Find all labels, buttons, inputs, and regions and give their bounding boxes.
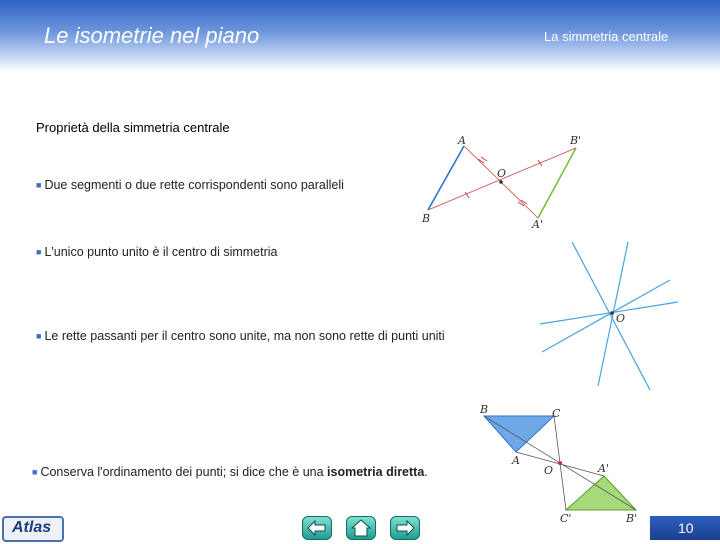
- point-o: [610, 311, 614, 315]
- figure-direct-isometry: [476, 402, 646, 530]
- line-through-o: [572, 242, 650, 390]
- label-b: B: [422, 212, 431, 225]
- tick-mark: [538, 160, 542, 166]
- bullet-fixed-point: [36, 245, 278, 259]
- page-title: Le isometrie nel piano: [44, 23, 260, 48]
- label-b1: B': [570, 134, 582, 147]
- next-button[interactable]: [390, 516, 420, 540]
- label-b: B: [480, 403, 489, 416]
- segment-ab: [428, 146, 464, 210]
- page-number: [650, 516, 720, 540]
- point-o: [558, 461, 562, 465]
- point-o: [499, 180, 503, 184]
- label-o: O: [497, 167, 507, 180]
- left-arrow-icon: [303, 517, 331, 539]
- label-b1: B': [626, 512, 638, 525]
- figure-lines-through-center: [540, 240, 680, 390]
- logo-text: Atlas: [12, 519, 52, 536]
- bullet-text-end: .: [424, 465, 428, 479]
- bullet-text: L'unico punto unito è il centro di simmetria: [44, 245, 278, 259]
- bullet-text: Conserva l'ordinamento dei punti; si dice che è una: [40, 465, 328, 479]
- content-heading: Proprietà della simmetria centrale: [36, 120, 230, 135]
- figure-parallel-segments: [420, 132, 590, 232]
- line-through-o: [540, 302, 678, 324]
- label-a1: A': [532, 218, 543, 231]
- section-title: La simmetria centrale: [544, 29, 669, 44]
- atlas-logo: [2, 516, 64, 542]
- label-o: O: [544, 464, 554, 477]
- bullet-bold-text: isometria diretta: [327, 465, 425, 479]
- home-button[interactable]: [346, 516, 376, 540]
- line-through-o: [542, 280, 670, 352]
- triangle-abc: [484, 416, 554, 452]
- home-icon: [347, 517, 375, 539]
- triangle-a1b1c1: [566, 476, 636, 510]
- prev-button[interactable]: [302, 516, 332, 540]
- header-bar: [0, 0, 720, 72]
- bullet-text: Due segmenti o due rette corrispondenti sono paralleli: [44, 178, 344, 192]
- bullet-icon: ■: [36, 180, 42, 190]
- label-a1: A': [598, 462, 609, 475]
- bullet-text: Le rette passanti per il centro sono unite, ma non sono rette di punti uniti: [44, 329, 445, 343]
- bullet-icon: ■: [36, 247, 42, 257]
- segment-a1b1: [538, 148, 576, 218]
- page-number-text: 10: [678, 520, 694, 536]
- label-a: A: [512, 454, 520, 467]
- bullet-icon: ■: [32, 467, 38, 477]
- label-c: C: [552, 407, 561, 420]
- right-arrow-icon: [391, 517, 419, 539]
- label-a: A: [458, 134, 466, 147]
- bullet-lines-through-center: [36, 329, 445, 343]
- label-c1: C': [560, 512, 572, 525]
- bullet-icon: ■: [36, 331, 42, 341]
- bullet-direct-isometry: [32, 465, 428, 479]
- bullet-parallel: [36, 178, 344, 192]
- label-o: O: [616, 312, 626, 325]
- tick-mark: [481, 157, 487, 161]
